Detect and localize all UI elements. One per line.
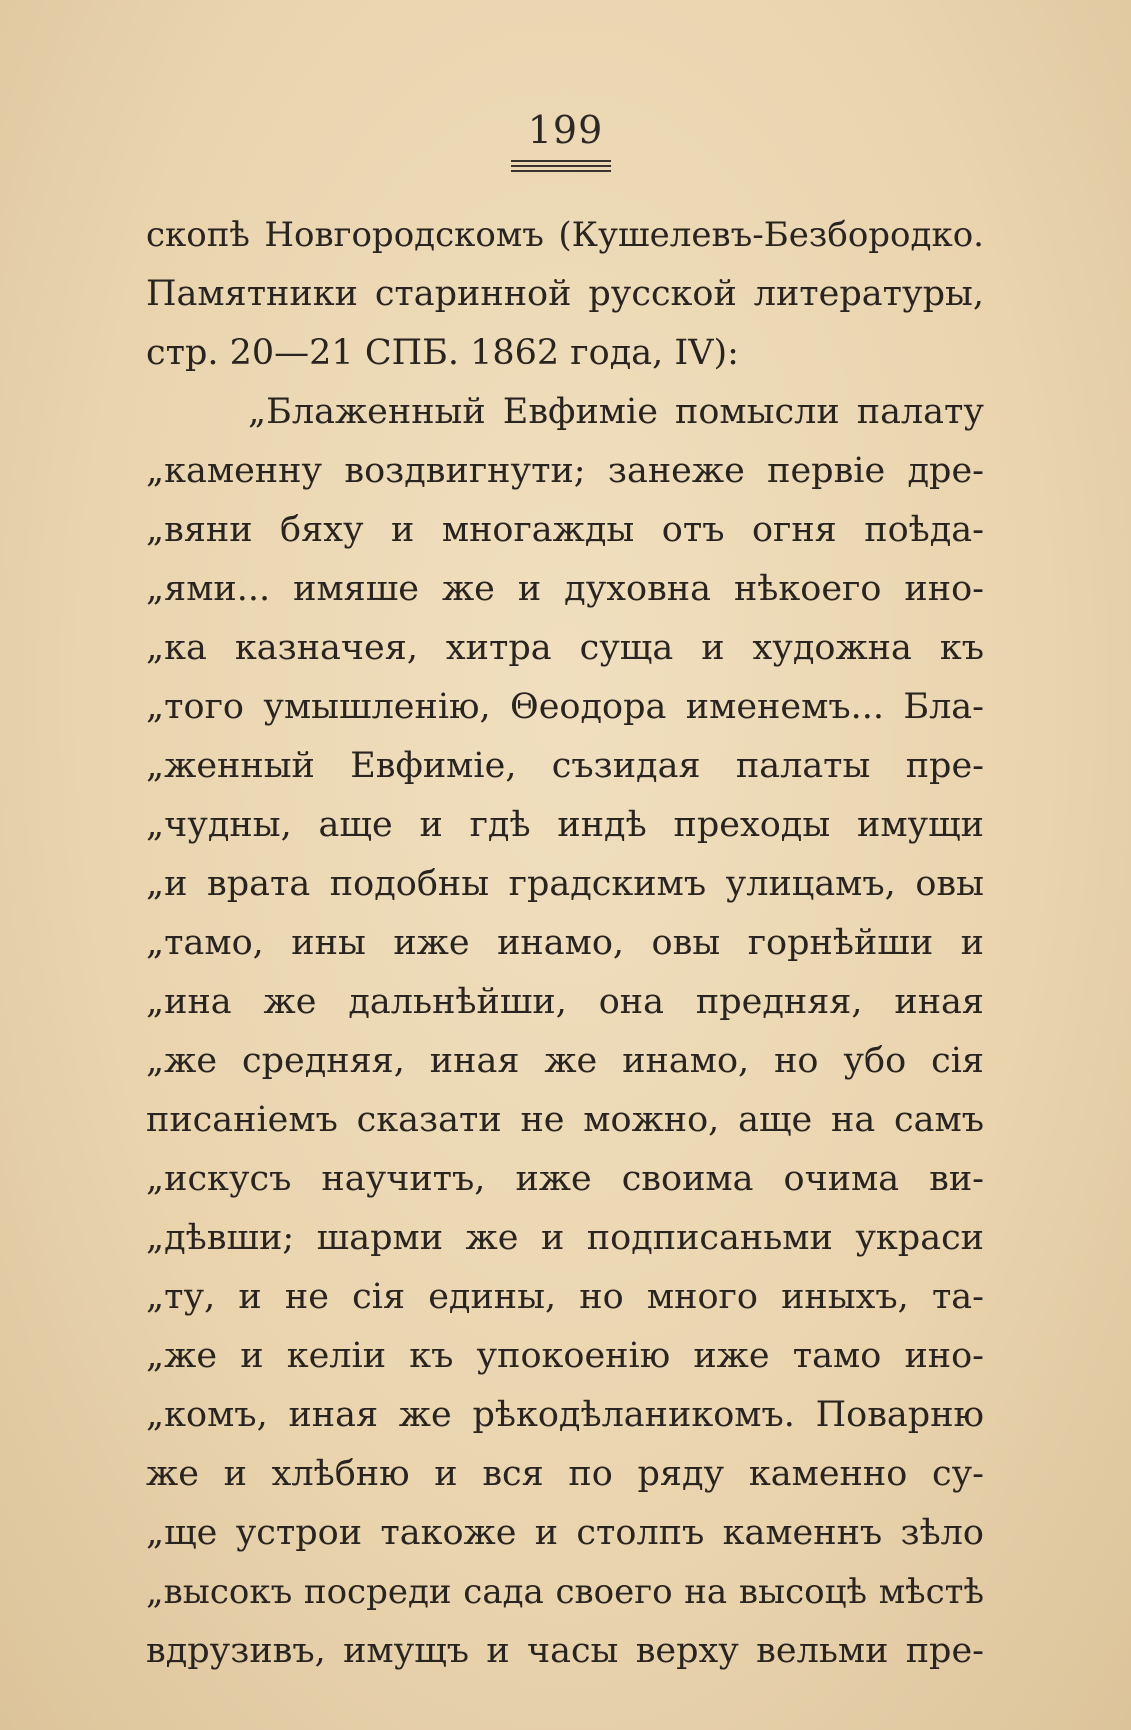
text-line: „высокъ посреди сада своего на высоцѣ мѣстѣ [146, 1572, 984, 1612]
text-line: „вяни бяху и многажды отъ огня поѣда- [146, 510, 984, 550]
text-line: „же средняя, иная же инамо, но убо сiя [146, 1041, 984, 1081]
text-line: „тамо, ины иже инамо, овы горнѣйши и [146, 923, 984, 963]
text-line: „же и келiи къ упокоенiю иже тамо ино- [146, 1336, 984, 1376]
text-line: „ка казначея, хитра суща и художна къ [146, 628, 984, 668]
text-line: „комъ, иная же рѣкодѣланикомъ. Поварню [146, 1395, 984, 1435]
text-line: „искусъ научитъ, иже своима очима ви- [146, 1159, 984, 1199]
text-line: же и хлѣбню и вся по ряду каменно су- [146, 1454, 984, 1494]
text-line: стр. 20—21 СПБ. 1862 года, IV): [146, 333, 739, 373]
body-text [146, 206, 984, 1681]
text-line: „того умышленiю, Θеодора именемъ... Бла- [146, 687, 984, 727]
header-rule-top [511, 160, 611, 162]
text-line: Памятники старинной русской литературы, [146, 274, 984, 314]
page-number: 199 [527, 108, 604, 152]
text-line: „каменну воздвигнути; занеже первiе дре- [146, 451, 984, 491]
text-line: „ями... имяше же и духовна нѣкоего ино- [146, 569, 984, 609]
text-line: вдрузивъ, имущъ и часы верху вельми пре- [146, 1631, 984, 1671]
header-rule-middle [511, 165, 611, 167]
text-line: „Блаженный Евфимiе помысли палату [248, 392, 984, 432]
text-line: писанiемъ сказати не можно, аще на самъ [146, 1100, 984, 1140]
text-line: „дѣвши; шарми же и подписаньми украси [146, 1218, 984, 1258]
header-rule-bottom [511, 170, 611, 172]
text-line: „ще устрои такоже и столпъ каменнъ зѣло [146, 1513, 984, 1553]
text-line: „ту, и не сiя едины, но много иныхъ, та- [146, 1277, 984, 1317]
text-line: „ина же дальнѣйши, она предняя, иная [146, 982, 984, 1022]
text-line: скопѣ Новгородскомъ (Кушелевъ-Безбородко. [146, 215, 984, 255]
text-line: „и врата подобны градскимъ улицамъ, овы [146, 864, 984, 904]
text-line: „женный Евфимiе, съзидая палаты пре- [146, 746, 984, 786]
text-line: „чудны, аще и гдѣ индѣ преходы имущи [146, 805, 984, 845]
